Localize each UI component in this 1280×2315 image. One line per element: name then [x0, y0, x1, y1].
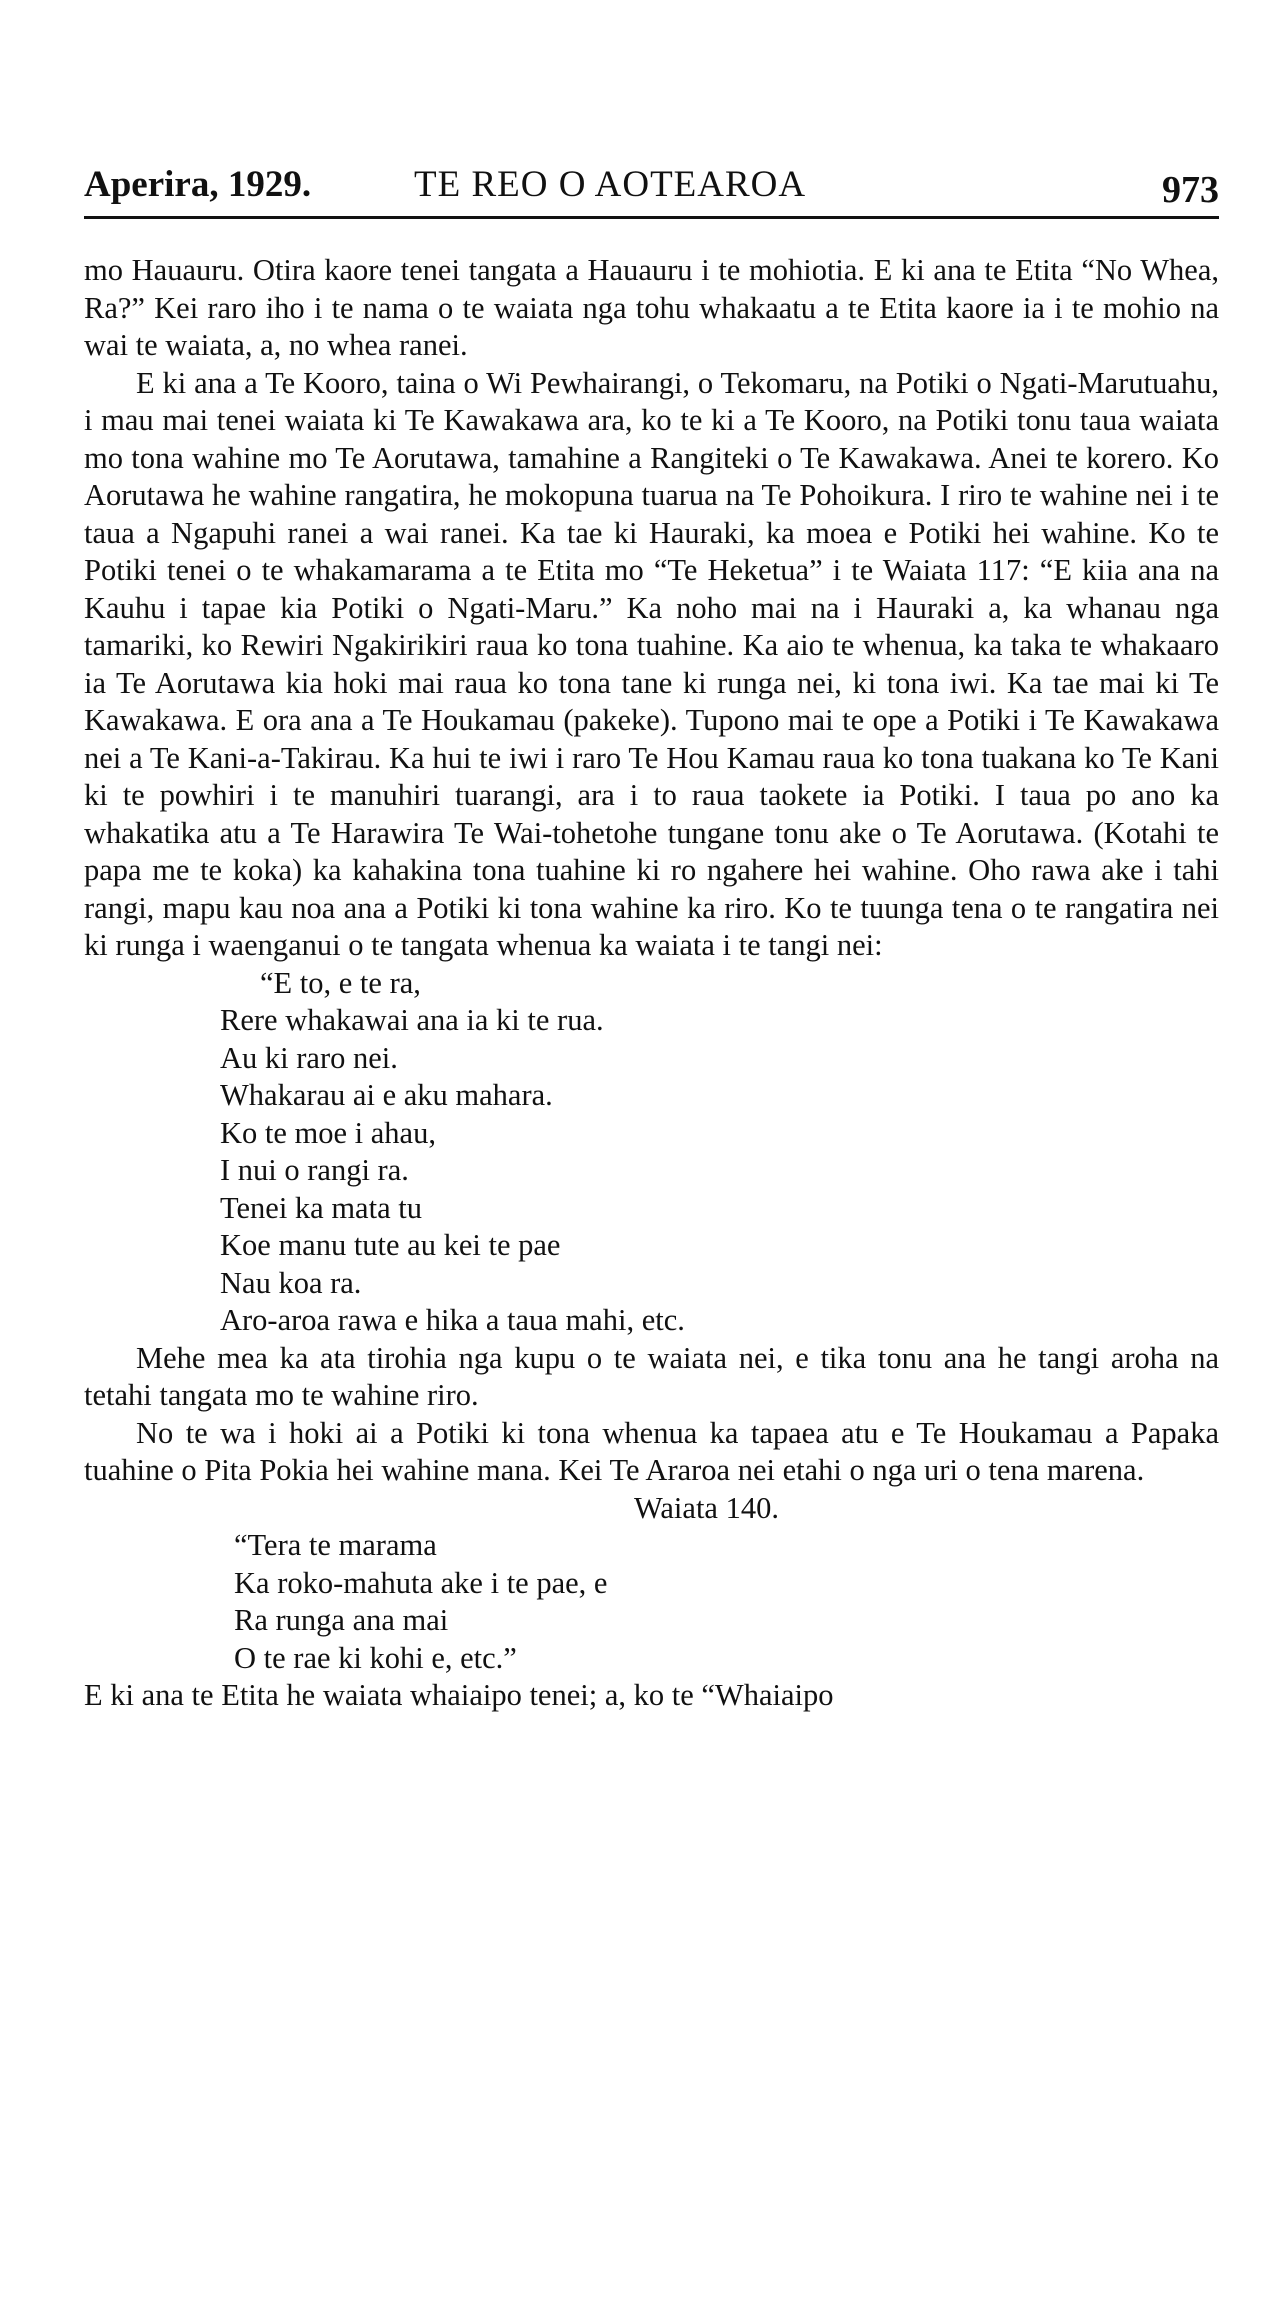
poem-line: “E to, e te ra,: [260, 965, 421, 1000]
poem-tangi: [84, 965, 1219, 1340]
poem-line: Ka roko-mahuta ake i te pae, e: [234, 1565, 608, 1600]
paragraph-5: E ki ana te Etita he waiata whaiaipo tenei; a, ko te “Whaiaipo: [84, 1678, 834, 1712]
paragraph-2: E ki ana a Te Kooro, taina o Wi Pewhairangi, o Tekomaru, na Potiki o Ngati-Marutuahu, i mau mai tenei waiata ki Te Kawakawa ara, ko te ki a Te Kooro, na Potiki tonu taua waiata mo tona wahine mo Te Aorutawa, tamahine a Rangiteki o Te Kawakawa. Anei te korero. Ko Aorutawa he wahine rangatira, he mokopuna tuarua na Te Pohoikura. I riro te wahine nei i te taua a Ngapuhi ranei a wai ranei. Ka tae ki Hauraki, ka moea e Potiki hei wahine. Ko te Potiki tenei o te whakamarama a te Etita mo “Te Heketua” i te Waiata 117: “E kiia ana na Kauhu i tapae kia Potiki o Ngati-Maru.” Ka noho mai na i Hauraki a, ka whanau nga tamariki, ko Rewiri Ngakirikiri raua ko tona tuahine. Ka aio te whenua, ka taka te whakaaro ia Te Aorutawa kia hoki mai raua ko tona tane ki runga nei, ki tona iwi. Ka tae mai ki Te Kawakawa. E ora ana a Te Houkamau (pakeke). Tupono mai te ope a Potiki i Te Kawakawa nei a Te Kani-a-Takirau. Ka hui te iwi i raro Te Hou Kamau raua ko tona tuakana ko Te Kani ki te powhiri i te manuhiri tuarangi, ara i to raua taokete ia Potiki. I taua po ano ka whakatika atu a Te Harawira Te Wai-tohetohe tungane tonu ake o Te Aorutawa. (Kotahi te papa me te koka) ka kahakina tona tuahine ki ro ngahere hei wahine. Oho rawa ake i tahi rangi, mapu kau noa ana a Potiki ki tona wahine ka riro. Ko te tuunga tena o te rangatira nei ki runga i waenganui o te tangata whenua ka waiata i te tangi nei:: [84, 365, 1219, 962]
paragraph-4: No te wa i hoki ai a Potiki ki tona whenua ka tapaea atu e Te Houkamau a Papaka tuahine o Pita Pokia hei wahine mana. Kei Te Araroa nei etahi o nga uri o tena marena.: [84, 1415, 1219, 1487]
paragraph-3: Mehe mea ka ata tirohia nga kupu o te waiata nei, e tika tonu ana he tangi aroha na tetahi tangata mo te wahine riro.: [84, 1340, 1219, 1412]
poem-line: Ko te moe i ahau,: [220, 1115, 436, 1150]
header-rule: [84, 216, 1219, 219]
article-body: [84, 252, 1219, 1715]
waiata-title: Waiata 140.: [634, 1490, 779, 1525]
poem-line: Au ki raro nei.: [220, 1040, 398, 1075]
poem-line: Ra runga ana mai: [234, 1603, 449, 1637]
poem-line: I nui o rangi ra.: [220, 1153, 409, 1187]
page-number: 973: [1162, 169, 1219, 211]
header-date: Aperira, 1929.: [84, 164, 312, 205]
poem-line: Aro-aroa rawa e hika a taua mahi, etc.: [220, 1303, 685, 1337]
journal-title: TE REO O AOTEAROA: [414, 164, 807, 205]
poem-line: Rere whakawai ana ia ki te rua.: [220, 1003, 604, 1037]
poem-line: “Tera te marama: [234, 1528, 437, 1562]
poem-line: O te rae ki kohi e, etc.”: [234, 1640, 517, 1675]
poem-line: Nau koa ra.: [220, 1265, 362, 1300]
paragraph-1: mo Hauauru. Otira kaore tenei tangata a Hauauru i te mohiotia. E ki ana te Etita “No Whea, Ra?” Kei raro iho i te nama o te waiata nga tohu whakaatu a te Etita kaore ia i te mohio na wai te waiata, a, no whea ranei.: [84, 253, 1219, 362]
poem-line: Koe manu tute au kei te pae: [220, 1228, 561, 1262]
poem-line: Tenei ka mata tu: [220, 1190, 422, 1225]
poem-waiata-140: [84, 1527, 1219, 1677]
running-header: [84, 162, 1219, 212]
poem-line: Whakarau ai e aku mahara.: [220, 1078, 553, 1112]
